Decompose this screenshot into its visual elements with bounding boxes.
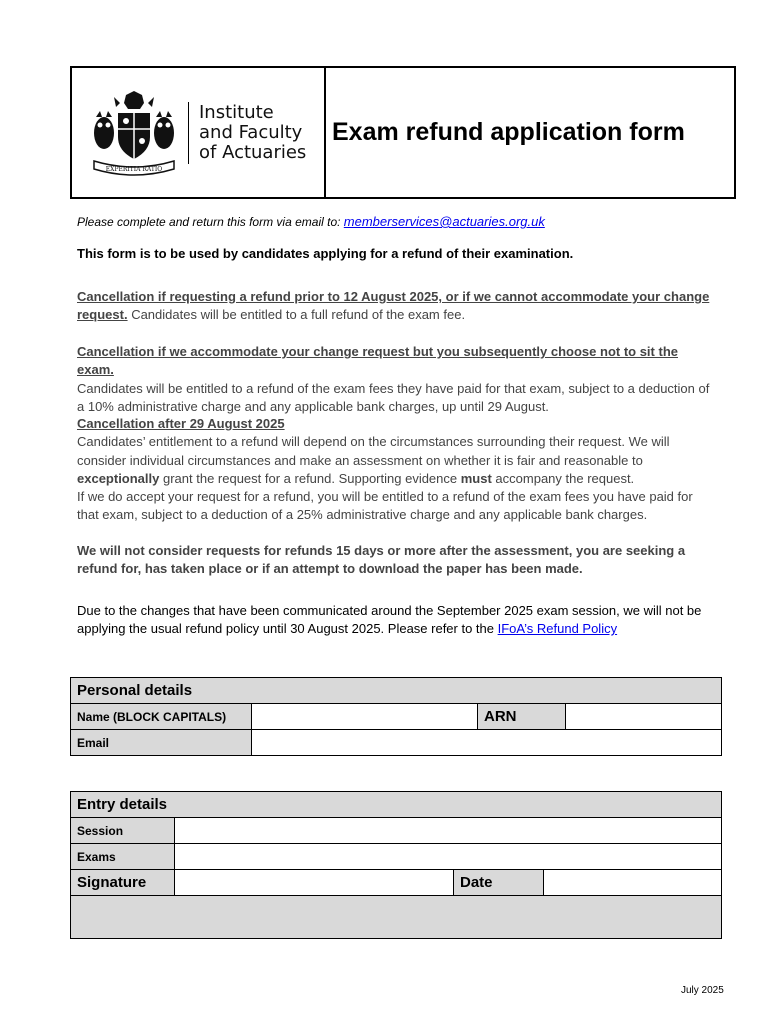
instructions-text: Please complete and return this form via email to: — [77, 215, 344, 229]
entry-details-table — [70, 791, 722, 939]
email-field[interactable] — [252, 730, 722, 756]
signature-label: Signature — [71, 870, 175, 896]
crest-motto: EXPERITIA RATIO — [105, 165, 163, 173]
personal-details-table — [70, 677, 722, 756]
intro-text: This form is to be used by candidates applying for a refund of their examination. — [77, 246, 574, 261]
submission-instructions — [77, 213, 717, 231]
section-body: If we do accept your request for a refund, you will be entitled to a refund of the exam fees you have paid for that exam, subject to a deduction of a 25% administrative charge and any applicable bank charges. — [77, 489, 693, 523]
policy-change-notice — [77, 602, 717, 639]
policy-section-after-deadline — [77, 415, 717, 525]
section-heading: Cancellation if requesting a refund prior to 12 August 2025, or if we cannot accommodate your change request. — [77, 289, 710, 323]
date-label: Date — [454, 870, 544, 896]
arn-label: ARN — [478, 704, 566, 730]
notice-text: Due to the changes that have been communicated around the September 2025 exam session, we will not be applying the usual refund policy until 30 August 2025. Please refer to the — [77, 603, 702, 637]
body-text: grant the request for a refund. Supporting evidence — [159, 470, 461, 486]
section-body: Candidates will be entitled to a full refund of the exam fee. — [127, 307, 466, 323]
refund-time-limit-notice: We will not consider requests for refunds 15 days or more after the assessment, you are seeking a refund for, has taken place or if an attempt to download the paper has been made. — [77, 543, 686, 577]
section-body: Candidates will be entitled to a refund of the exam fees they have paid for that exam, subject to a deduction of a 10% administrative charge and any applicable bank charges, up until 29 August. — [77, 380, 710, 414]
name-field[interactable] — [252, 704, 478, 730]
section-body — [77, 433, 717, 488]
session-label: Session — [71, 818, 175, 844]
shaded-footer-row — [71, 896, 722, 939]
section-heading: Cancellation after 29 August 2025 — [77, 416, 285, 431]
exams-field[interactable] — [175, 844, 722, 870]
logo-line-1: Institute — [199, 101, 274, 123]
emphasis-text: must — [460, 470, 492, 486]
emphasis-text: exceptionally — [77, 470, 160, 486]
logo-cell — [72, 68, 326, 197]
personal-details-heading: Personal details — [71, 678, 722, 704]
email-label: Email — [71, 730, 252, 756]
refund-policy-link[interactable]: IFoA’s Refund Policy — [497, 621, 618, 637]
body-text: Candidates’ entitlement to a refund will depend on the circumstances surrounding their request. We will consider individual circumstances and make an assessment on whether it is fair and reasonable to — [77, 434, 670, 468]
entry-details-heading: Entry details — [71, 792, 722, 818]
title-cell — [326, 68, 734, 197]
session-field[interactable] — [175, 818, 722, 844]
footer-date: July 2025 — [681, 985, 724, 996]
signature-field[interactable] — [175, 870, 454, 896]
ifoa-crest-logo — [90, 89, 178, 177]
date-field[interactable] — [544, 870, 722, 896]
page-title: Exam refund application form — [332, 118, 685, 146]
logo-wordmark — [199, 103, 306, 163]
logo-line-3: of Actuaries — [199, 141, 307, 163]
section-heading: Cancellation if we accommodate your change request but you subsequently choose not to sit the exam. — [77, 344, 678, 378]
policy-section-accommodated — [77, 343, 717, 416]
name-label: Name (BLOCK CAPITALS) — [71, 704, 252, 730]
logo-divider — [188, 102, 189, 164]
policy-section-before-deadline — [77, 288, 717, 325]
exams-label: Exams — [71, 844, 175, 870]
email-link[interactable]: memberservices@actuaries.org.uk — [343, 214, 545, 229]
body-text: accompany the request. — [491, 470, 635, 486]
arn-field[interactable] — [566, 704, 722, 730]
logo-line-2: and Faculty — [199, 121, 303, 143]
form-header — [70, 66, 736, 199]
